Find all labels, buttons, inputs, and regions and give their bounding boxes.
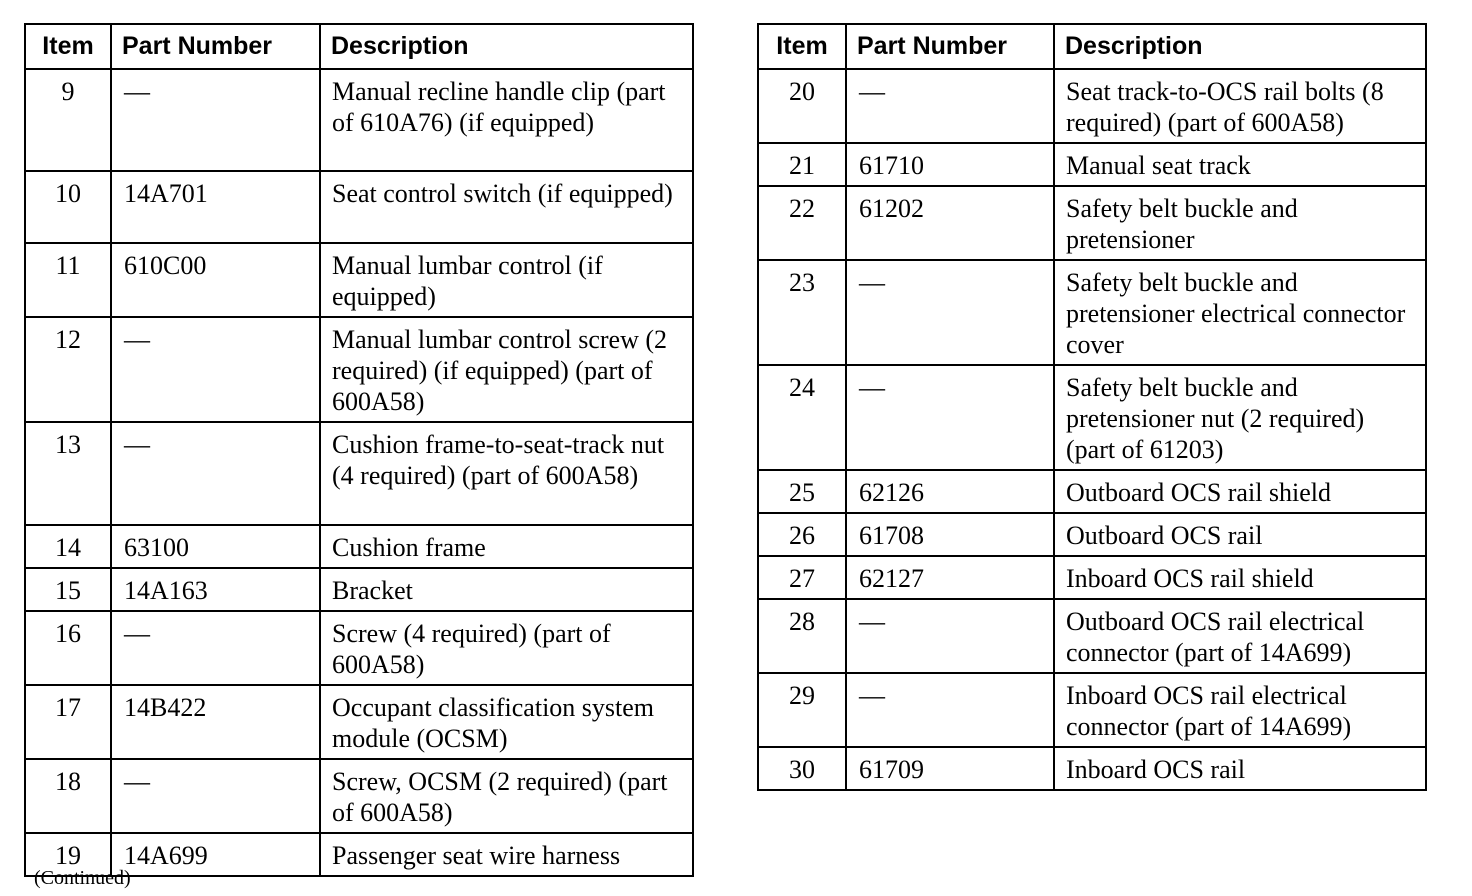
table-row [758, 747, 1426, 790]
part-number-cell: 14A701 [111, 171, 320, 243]
part-number-cell: 610C00 [111, 243, 320, 317]
item-cell: 28 [758, 599, 846, 673]
description-cell: Seat track-to-OCS rail bolts (8 required) (part of 600A58) [1054, 69, 1426, 143]
item-cell: 24 [758, 365, 846, 470]
description-cell: Manual recline handle clip (part of 610A76) (if equipped) [320, 69, 693, 171]
header-item: Item [758, 24, 846, 69]
part-number-cell: 14A699 [111, 833, 320, 876]
description-cell: Inboard OCS rail [1054, 747, 1426, 790]
item-cell: 9 [25, 69, 111, 171]
table-row [25, 243, 693, 317]
item-cell: 16 [25, 611, 111, 685]
part-number-cell: 61708 [846, 513, 1054, 556]
item-cell: 13 [25, 422, 111, 525]
table-row [758, 556, 1426, 599]
description-cell: Seat control switch (if equipped) [320, 171, 693, 243]
part-number-cell: — [111, 69, 320, 171]
description-cell: Safety belt buckle and pretensioner [1054, 186, 1426, 260]
header-row [25, 24, 693, 69]
description-cell: Manual lumbar control (if equipped) [320, 243, 693, 317]
description-cell: Cushion frame-to-seat-track nut (4 required) (part of 600A58) [320, 422, 693, 525]
table-row [758, 143, 1426, 186]
table-row [25, 759, 693, 833]
part-number-cell: 14A163 [111, 568, 320, 611]
part-number-cell: 61709 [846, 747, 1054, 790]
header-part-number: Part Number [111, 24, 320, 69]
table-row [25, 171, 693, 243]
item-cell: 14 [25, 525, 111, 568]
item-cell: 30 [758, 747, 846, 790]
description-cell: Inboard OCS rail electrical connector (part of 14A699) [1054, 673, 1426, 747]
table-row [25, 69, 693, 171]
item-cell: 17 [25, 685, 111, 759]
description-cell: Manual seat track [1054, 143, 1426, 186]
part-number-cell: 61710 [846, 143, 1054, 186]
description-cell: Bracket [320, 568, 693, 611]
table-row [25, 611, 693, 685]
item-cell: 15 [25, 568, 111, 611]
item-cell: 20 [758, 69, 846, 143]
header-row [758, 24, 1426, 69]
header-description: Description [1054, 24, 1426, 69]
item-cell: 23 [758, 260, 846, 365]
item-cell: 25 [758, 470, 846, 513]
part-number-cell: 62126 [846, 470, 1054, 513]
description-cell: Outboard OCS rail electrical connector (part of 14A699) [1054, 599, 1426, 673]
table-row [25, 685, 693, 759]
table-row [758, 673, 1426, 747]
part-number-cell: — [846, 599, 1054, 673]
header-description: Description [320, 24, 693, 69]
table-row [25, 525, 693, 568]
item-cell: 29 [758, 673, 846, 747]
table-row [758, 513, 1426, 556]
description-cell: Manual lumbar control screw (2 required) (if equipped) (part of 600A58) [320, 317, 693, 422]
part-number-cell: — [846, 365, 1054, 470]
part-number-cell: — [111, 759, 320, 833]
continued-note: (Continued) [34, 867, 131, 889]
table-row [758, 470, 1426, 513]
part-number-cell: — [111, 611, 320, 685]
table-row [25, 568, 693, 611]
part-number-cell: — [111, 317, 320, 422]
part-number-cell: — [846, 69, 1054, 143]
description-cell: Safety belt buckle and pretensioner electrical connector cover [1054, 260, 1426, 365]
item-cell: 21 [758, 143, 846, 186]
description-cell: Safety belt buckle and pretensioner nut (2 required) (part of 61203) [1054, 365, 1426, 470]
description-cell: Screw, OCSM (2 required) (part of 600A58) [320, 759, 693, 833]
part-number-cell: 14B422 [111, 685, 320, 759]
description-cell: Outboard OCS rail [1054, 513, 1426, 556]
part-number-cell: 63100 [111, 525, 320, 568]
description-cell: Cushion frame [320, 525, 693, 568]
table-row [25, 422, 693, 525]
item-cell: 18 [25, 759, 111, 833]
part-number-cell: 61202 [846, 186, 1054, 260]
item-cell: 10 [25, 171, 111, 243]
parts-table-left [24, 23, 694, 877]
item-cell: 27 [758, 556, 846, 599]
item-cell: 22 [758, 186, 846, 260]
table-row [758, 260, 1426, 365]
item-cell: 11 [25, 243, 111, 317]
parts-table-right [757, 23, 1427, 791]
part-number-cell: — [846, 260, 1054, 365]
description-cell: Occupant classification system module (OCSM) [320, 685, 693, 759]
header-part-number: Part Number [846, 24, 1054, 69]
table-row [758, 599, 1426, 673]
table-row [758, 186, 1426, 260]
part-number-cell: — [111, 422, 320, 525]
item-cell: 12 [25, 317, 111, 422]
description-cell: Outboard OCS rail shield [1054, 470, 1426, 513]
item-cell: 26 [758, 513, 846, 556]
part-number-cell: — [846, 673, 1054, 747]
part-number-cell: 62127 [846, 556, 1054, 599]
description-cell: Screw (4 required) (part of 600A58) [320, 611, 693, 685]
description-cell: Inboard OCS rail shield [1054, 556, 1426, 599]
table-row [758, 365, 1426, 470]
item-cell: 19 [25, 833, 111, 876]
description-cell: Passenger seat wire harness [320, 833, 693, 876]
table-row [758, 69, 1426, 143]
table-row [25, 317, 693, 422]
header-item: Item [25, 24, 111, 69]
